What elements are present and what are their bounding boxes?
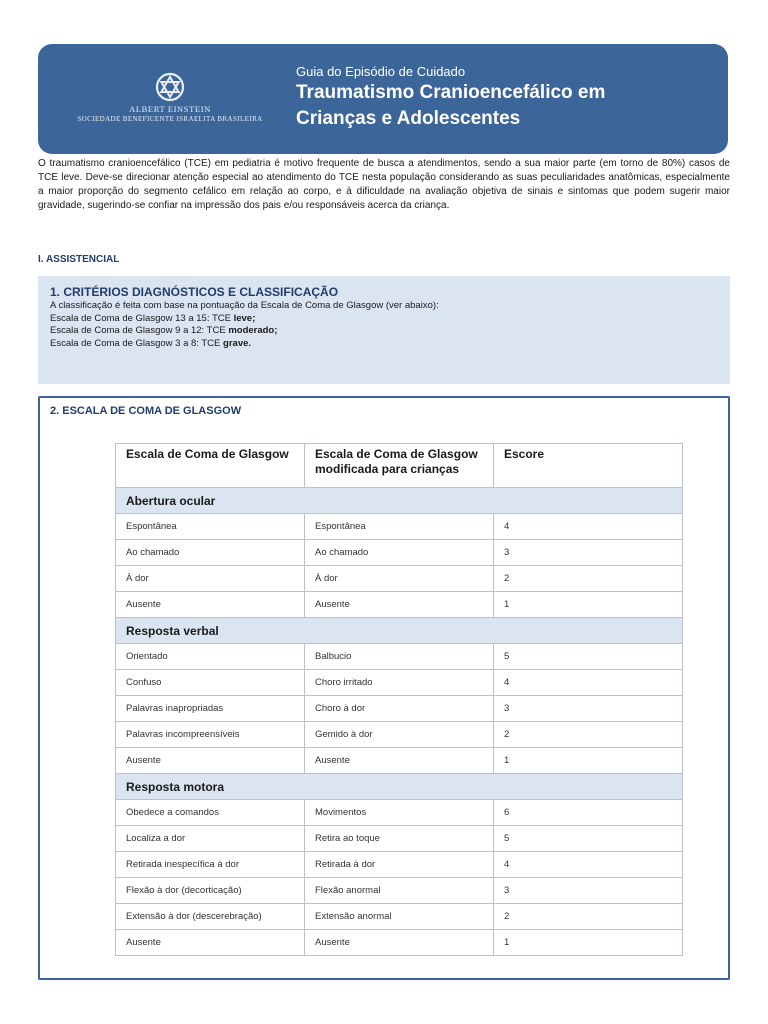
child-response-cell: Retira ao toque: [305, 826, 494, 852]
glasgow-section: [38, 396, 730, 980]
adult-response-cell: Orientado: [116, 644, 305, 670]
score-cell: 1: [494, 592, 683, 618]
group-row: [116, 774, 683, 800]
score-cell: 2: [494, 904, 683, 930]
adult-response-cell: Retirada inespecífica à dor: [116, 852, 305, 878]
table-row: [116, 800, 683, 826]
table-row: [116, 592, 683, 618]
child-response-cell: Retirada à dor: [305, 852, 494, 878]
logo-name: ALBERT EINSTEIN: [129, 104, 211, 114]
adult-response-cell: Obedece a comandos: [116, 800, 305, 826]
criteria-intro-line: A classificação é feita com base na pontuação da Escala de Coma de Glasgow (ver abaixo):: [50, 300, 439, 311]
score-cell: 3: [494, 696, 683, 722]
child-response-cell: Ausente: [305, 592, 494, 618]
group-label: Resposta verbal: [116, 618, 683, 644]
score-cell: 3: [494, 878, 683, 904]
score-cell: 1: [494, 748, 683, 774]
table-row: [116, 644, 683, 670]
table-row: [116, 722, 683, 748]
adult-response-cell: À dor: [116, 566, 305, 592]
criteria-item-severity: moderado;: [228, 325, 278, 336]
table-row: [116, 826, 683, 852]
criteria-title: 1. CRITÉRIOS DIAGNÓSTICOS E CLASSIFICAÇÃO: [50, 285, 339, 299]
adult-response-cell: Extensão à dor (descerebração): [116, 904, 305, 930]
score-cell: 3: [494, 540, 683, 566]
criteria-item: [50, 338, 730, 351]
logo-subtitle: SOCIEDADE BENEFICENTE ISRAELITA BRASILEIRA: [77, 115, 263, 123]
adult-response-cell: Palavras incompreensíveis: [116, 722, 305, 748]
score-cell: 4: [494, 852, 683, 878]
score-cell: 5: [494, 644, 683, 670]
group-row: [116, 618, 683, 644]
adult-response-cell: Confuso: [116, 670, 305, 696]
score-cell: 4: [494, 514, 683, 540]
child-response-cell: Ao chamado: [305, 540, 494, 566]
column-header: Escala de Coma de Glasgow modificada para crianças: [305, 444, 494, 488]
child-response-cell: Choro irritado: [305, 670, 494, 696]
group-row: [116, 488, 683, 514]
score-cell: 4: [494, 670, 683, 696]
table-row: [116, 852, 683, 878]
child-response-cell: À dor: [305, 566, 494, 592]
column-header: Escore: [494, 444, 683, 488]
table-row: [116, 566, 683, 592]
criteria-item-text: Escala de Coma de Glasgow 13 a 15: TCE: [50, 312, 234, 324]
table-row: [116, 670, 683, 696]
table-row: [116, 930, 683, 956]
criteria-item-text: Escala de Coma de Glasgow 3 a 8: TCE: [50, 337, 224, 349]
glasgow-table: [115, 443, 683, 956]
adult-response-cell: Ausente: [116, 930, 305, 956]
adult-response-cell: Ausente: [116, 748, 305, 774]
child-response-cell: Espontânea: [305, 514, 494, 540]
table-row: [116, 878, 683, 904]
page-title-line1: Traumatismo Cranioencefálico em: [296, 82, 606, 103]
table-row: [116, 514, 683, 540]
child-response-cell: Gemido à dor: [305, 722, 494, 748]
glasgow-title: 2. ESCALA DE COMA DE GLASGOW: [50, 405, 242, 417]
adult-response-cell: Ao chamado: [116, 540, 305, 566]
child-response-cell: Flexão anormal: [305, 878, 494, 904]
star-of-david-logo-icon: [155, 72, 185, 102]
child-response-cell: Choro à dor: [305, 696, 494, 722]
score-cell: 1: [494, 930, 683, 956]
group-label: Resposta motora: [116, 774, 683, 800]
table-header-row: [116, 444, 683, 488]
adult-response-cell: Espontânea: [116, 514, 305, 540]
adult-response-cell: Palavras inapropriadas: [116, 696, 305, 722]
table-row: [116, 904, 683, 930]
adult-response-cell: Flexão à dor (decorticação): [116, 878, 305, 904]
criteria-item-severity: leve;: [233, 312, 256, 324]
criteria-box: [38, 276, 730, 384]
group-label: Abertura ocular: [116, 488, 683, 514]
table-row: [116, 748, 683, 774]
criteria-item: [50, 325, 730, 338]
criteria-item-text: Escala de Coma de Glasgow 9 a 12: TCE: [50, 325, 229, 336]
adult-response-cell: Ausente: [116, 592, 305, 618]
guide-kicker: Guia do Episódio de Cuidado: [296, 64, 466, 79]
score-cell: 6: [494, 800, 683, 826]
child-response-cell: Movimentos: [305, 800, 494, 826]
child-response-cell: Balbucio: [305, 644, 494, 670]
institution-logo: [60, 72, 280, 123]
section-heading: I. ASSISTENCIAL: [38, 254, 120, 265]
intro-paragraph: O traumatismo cranioencefálico (TCE) em pediatria é motivo frequente de busca a atendimentos, sendo a sua maior parte (em torno de 80%) casos de TCE leve. Deve-se direcionar atenção especial ao atendimento do TCE nesta população considerando as suas peculiaridades anatômicas, especialmente a maior proporção do segmento cefálico em relação ao corpo, e à dificuldade na avaliação objetiva de sinais e sintomas que podem sugerir maior gravidade, sugerindo-se confiar na impressão dos pais e/ou responsáveis acerca da criança.: [38, 158, 730, 211]
score-cell: 5: [494, 826, 683, 852]
header-text: [296, 64, 605, 131]
score-cell: 2: [494, 566, 683, 592]
child-response-cell: Extensão anormal: [305, 904, 494, 930]
child-response-cell: Ausente: [305, 748, 494, 774]
page-title-line2: Crianças e Adolescentes: [296, 108, 521, 129]
header-banner: [38, 44, 728, 154]
score-cell: 2: [494, 722, 683, 748]
criteria-item-severity: grave.: [223, 337, 252, 349]
table-row: [116, 696, 683, 722]
criteria-item: [50, 313, 730, 326]
column-header: Escala de Coma de Glasgow: [116, 444, 305, 488]
table-row: [116, 540, 683, 566]
adult-response-cell: Localiza a dor: [116, 826, 305, 852]
child-response-cell: Ausente: [305, 930, 494, 956]
